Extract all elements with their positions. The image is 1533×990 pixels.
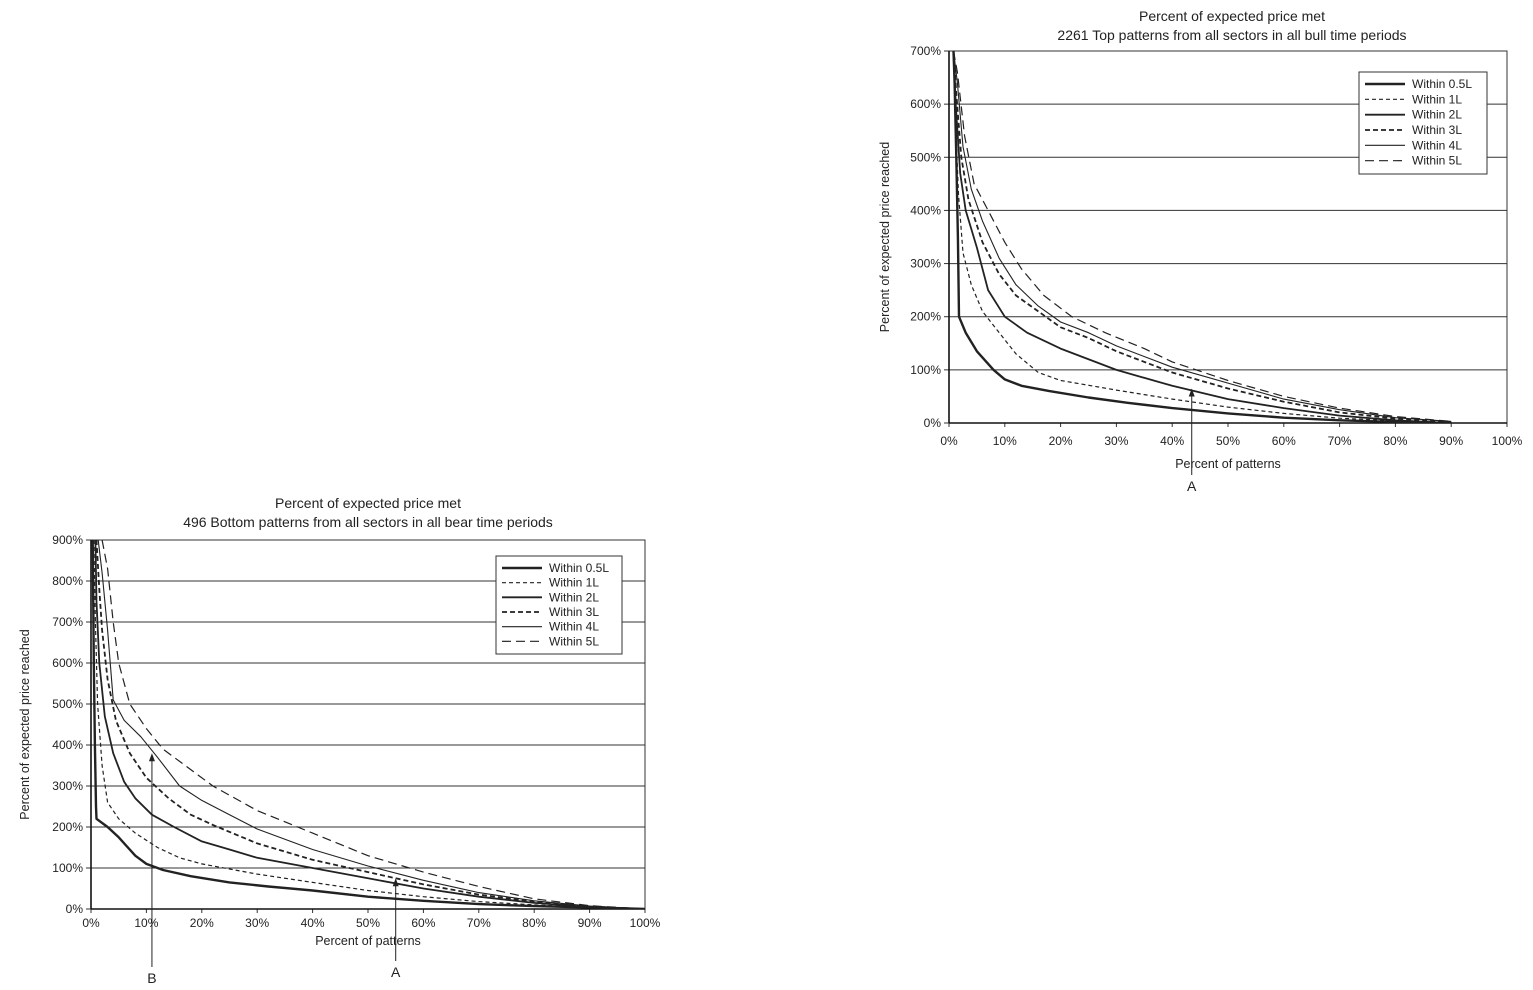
x-tick-label: 100% xyxy=(629,916,661,930)
chart-subtitle: 496 Bottom patterns from all sectors in all bear time periods xyxy=(183,514,553,530)
y-tick-label: 300% xyxy=(910,256,941,271)
y-tick-label: 700% xyxy=(910,44,941,58)
legend-label: Within 2L xyxy=(1412,107,1463,122)
legend-label: Within 3L xyxy=(1412,123,1463,137)
legend-label: Within 0.5L xyxy=(549,561,610,575)
x-tick-label: 0% xyxy=(940,434,958,448)
y-tick-label: 800% xyxy=(52,574,83,588)
x-tick-label: 100% xyxy=(1491,434,1523,448)
x-tick-label: 40% xyxy=(1160,434,1185,448)
y-tick-label: 600% xyxy=(52,656,83,670)
chart-title: Percent of expected price met xyxy=(1139,8,1325,24)
x-tick-label: 20% xyxy=(189,916,214,930)
y-tick-label: 900% xyxy=(52,533,83,547)
y-tick-label: 200% xyxy=(52,820,83,834)
legend-label: Within 3L xyxy=(549,605,600,619)
y-tick-label: 300% xyxy=(52,779,83,793)
y-tick-label: 600% xyxy=(910,97,941,112)
chart-top xyxy=(878,8,1523,494)
x-axis-label: Percent of patterns xyxy=(315,934,421,948)
y-tick-label: 700% xyxy=(52,615,83,629)
y-tick-label: 0% xyxy=(65,902,83,916)
x-tick-label: 30% xyxy=(245,916,270,930)
x-tick-label: 50% xyxy=(1215,434,1241,448)
legend-label: Within 2L xyxy=(549,590,600,605)
legend-label: Within 5L xyxy=(549,634,600,649)
legend-label: Within 1L xyxy=(549,575,600,590)
x-tick-label: 10% xyxy=(992,434,1017,448)
y-tick-label: 400% xyxy=(52,738,83,752)
x-tick-label: 10% xyxy=(134,916,159,930)
legend-label: Within 0.5L xyxy=(1412,77,1473,91)
x-tick-label: 60% xyxy=(411,916,436,930)
legend-label: Within 1L xyxy=(1412,92,1463,107)
x-tick-label: 70% xyxy=(1327,434,1352,448)
chart-subtitle: 2261 Top patterns from all sectors in all bull time periods xyxy=(1057,27,1407,43)
chart-bottom xyxy=(18,495,661,986)
x-tick-label: 90% xyxy=(1439,434,1464,448)
x-tick-label: 30% xyxy=(1104,434,1129,448)
y-tick-label: 500% xyxy=(52,697,83,711)
y-axis-label: Percent of expected price reached xyxy=(18,629,32,820)
annotation-label: A xyxy=(391,964,401,980)
x-tick-label: 50% xyxy=(355,916,381,930)
x-tick-label: 80% xyxy=(522,916,547,930)
y-tick-label: 100% xyxy=(910,362,941,377)
x-tick-label: 90% xyxy=(577,916,602,930)
x-tick-label: 40% xyxy=(300,916,325,930)
legend-label: Within 5L xyxy=(1412,153,1463,168)
annotation-arrowhead xyxy=(149,753,155,761)
y-tick-label: 500% xyxy=(910,150,941,165)
chart-title: Percent of expected price met xyxy=(275,495,461,511)
legend xyxy=(496,556,622,654)
y-tick-label: 400% xyxy=(910,203,941,218)
y-tick-label: 100% xyxy=(52,861,83,875)
x-tick-label: 60% xyxy=(1271,434,1296,448)
legend xyxy=(1359,72,1487,174)
x-tick-label: 70% xyxy=(466,916,491,930)
y-axis-label: Percent of expected price reached xyxy=(878,141,892,333)
legend-label: Within 4L xyxy=(549,619,600,634)
y-tick-label: 0% xyxy=(923,416,941,430)
annotation-label: A xyxy=(1187,478,1197,494)
annotation-label: B xyxy=(147,970,157,986)
legend-label: Within 4L xyxy=(1412,138,1463,153)
x-tick-label: 20% xyxy=(1048,434,1073,448)
x-tick-label: 80% xyxy=(1383,434,1408,448)
x-axis-label: Percent of patterns xyxy=(1175,457,1281,471)
y-tick-label: 200% xyxy=(910,309,941,324)
x-tick-label: 0% xyxy=(82,916,100,930)
